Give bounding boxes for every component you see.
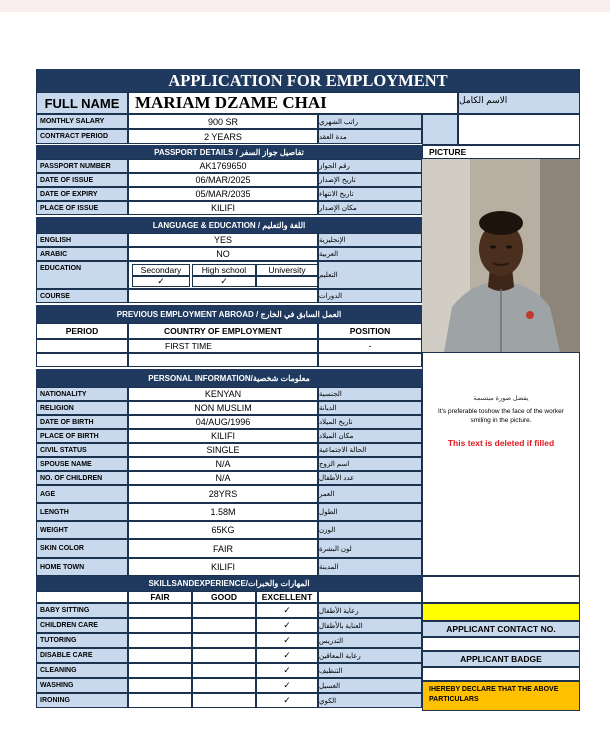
skill-good-0 <box>192 603 256 618</box>
personal-row-1-label: RELIGION <box>36 401 128 415</box>
personal-row-0-label: NATIONALITY <box>36 387 128 401</box>
skill-fair-0 <box>128 603 192 618</box>
personal-row-10-label: SKIN COLOR <box>36 539 128 558</box>
passport-row-3-value: KILIFI <box>128 201 318 215</box>
personal-row-9-label: WEIGHT <box>36 521 128 539</box>
language-header: LANGUAGE & EDUCATION / اللغة والتعليم <box>36 217 422 233</box>
skill-arabic-0: رعاية الأطفال <box>318 603 422 618</box>
skill-fair-6 <box>128 693 192 708</box>
skills-col-arabic <box>318 591 422 603</box>
applicant-badge: APPLICANT BADGE <box>422 651 580 667</box>
top-strip <box>0 0 610 12</box>
personal-row-6-label: NO. OF CHILDREN <box>36 471 128 485</box>
previous-period-0 <box>36 339 128 353</box>
declaration: IHEREBY DECLARE THAT THE ABOVE PARTICULARS <box>422 681 580 711</box>
personal-row-0-arabic: الجنسية <box>318 387 422 401</box>
skill-label-5: WASHING <box>36 678 128 693</box>
education-level-2: University <box>256 264 318 276</box>
top-row-0-value: 900 SR <box>128 114 318 129</box>
personal-row-11-arabic: المدينة <box>318 558 422 576</box>
education-label: EDUCATION <box>36 261 128 289</box>
education-arabic: التعليم <box>318 261 422 289</box>
photo-eye-right <box>506 245 512 248</box>
skill-excellent-3: ✓ <box>256 648 318 663</box>
skill-arabic-2: التدريس <box>318 633 422 648</box>
course-arabic: الدورات <box>318 289 422 303</box>
form-title: APPLICATION FOR EMPLOYMENT <box>36 69 580 92</box>
skill-good-3 <box>192 648 256 663</box>
photo-logo <box>526 311 534 319</box>
passport-row-2-label: DATE OF EXPIRY <box>36 187 128 201</box>
skill-arabic-6: الكوي <box>318 693 422 708</box>
language-row-0-value: YES <box>128 233 318 247</box>
personal-row-7-label: AGE <box>36 485 128 503</box>
personal-row-2-arabic: تاريخ الميلاد <box>318 415 422 429</box>
skill-label-4: CLEANING <box>36 663 128 678</box>
personal-row-4-label: CIVIL STATUS <box>36 443 128 457</box>
position-column: POSITION <box>318 323 422 339</box>
photo-hair <box>479 211 523 235</box>
badge-value <box>422 667 580 681</box>
skill-excellent-0: ✓ <box>256 603 318 618</box>
education-mark-2 <box>256 276 318 287</box>
skill-fair-4 <box>128 663 192 678</box>
notes-arabic: يفضل صورة مبتسمة <box>473 395 529 402</box>
personal-row-10-value: FAIR <box>128 539 318 558</box>
right-panel-yellow <box>422 603 580 621</box>
education-level-0: Secondary <box>132 264 190 276</box>
skill-excellent-2: ✓ <box>256 633 318 648</box>
personal-row-1-value: NON MUSLIM <box>128 401 318 415</box>
personal-row-8-label: LENGTH <box>36 503 128 521</box>
personal-row-4-value: SINGLE <box>128 443 318 457</box>
notes-deleted: This text is deleted if filled <box>447 438 555 448</box>
period-column: PERIOD <box>36 323 128 339</box>
top-row-1-label: CONTRACT PERIOD <box>36 129 128 144</box>
personal-row-2-label: DATE OF BIRTH <box>36 415 128 429</box>
passport-row-0-value: AK1769650 <box>128 159 318 173</box>
skill-good-1 <box>192 618 256 633</box>
skill-label-0: BABY SITTING <box>36 603 128 618</box>
top-row-1-arabic: مدة العقد <box>318 129 422 144</box>
personal-row-3-value: KILIFI <box>128 429 318 443</box>
applicant-photo <box>422 159 580 352</box>
previous-header: PREVIOUS EMPLOYMENT ABROAD / العمل السابق في الخارج <box>36 305 422 323</box>
right-panel-blank <box>422 576 580 603</box>
personal-row-9-value: 65KG <box>128 521 318 539</box>
personal-row-0-value: KENYAN <box>128 387 318 401</box>
personal-row-6-arabic: عدد الأطفال <box>318 471 422 485</box>
personal-row-7-arabic: العمر <box>318 485 422 503</box>
language-row-1-value: NO <box>128 247 318 261</box>
skill-arabic-3: رعاية المعاقين <box>318 648 422 663</box>
personal-row-2-value: 04/AUG/1996 <box>128 415 318 429</box>
full-name-value: MARIAM DZAME CHAI <box>128 92 458 114</box>
full-name-arabic: الاسم الكامل <box>458 92 580 114</box>
personal-row-11-value: KILIFI <box>128 558 318 576</box>
skill-good-2 <box>192 633 256 648</box>
personal-row-11-label: HOME TOWN <box>36 558 128 576</box>
skill-fair-1 <box>128 618 192 633</box>
personal-row-3-arabic: مكان الميلاد <box>318 429 422 443</box>
personal-row-5-arabic: اسم الزوج <box>318 457 422 471</box>
personal-row-8-value: 1.58M <box>128 503 318 521</box>
personal-row-5-value: N/A <box>128 457 318 471</box>
skill-good-4 <box>192 663 256 678</box>
skill-label-2: TUTORING <box>36 633 128 648</box>
top-row-1-value: 2 YEARS <box>128 129 318 144</box>
personal-row-8-arabic: الطول <box>318 503 422 521</box>
language-row-1-arabic: العربية <box>318 247 422 261</box>
education-level-1: High school <box>192 264 256 276</box>
passport-row-3-label: PLACE OF ISSUE <box>36 201 128 215</box>
country-column: COUNTRY OF EMPLOYMENT <box>128 323 318 339</box>
language-row-1-label: ARABIC <box>36 247 128 261</box>
passport-row-0-label: PASSPORT NUMBER <box>36 159 128 173</box>
education-mark-0: ✓ <box>132 276 190 287</box>
previous-position-1 <box>318 353 422 367</box>
picture-label: PICTURE <box>422 145 580 159</box>
personal-row-1-arabic: الديانة <box>318 401 422 415</box>
photo-eye-left <box>490 245 496 248</box>
personal-row-9-arabic: الوزن <box>318 521 422 539</box>
skill-excellent-4: ✓ <box>256 663 318 678</box>
skills-corner <box>36 591 128 603</box>
full-name-label: FULL NAME <box>36 92 128 114</box>
course-label: COURSE <box>36 289 128 303</box>
passport-header: PASSPORT DETAILS / تفاصيل جواز السفر <box>36 145 422 159</box>
skill-good-5 <box>192 678 256 693</box>
right-top-filler <box>422 114 458 145</box>
personal-header: PERSONAL INFORMATION/معلومات شخصية <box>36 369 422 387</box>
skills-col-excellent: EXCELLENT <box>256 591 318 603</box>
language-row-0-label: ENGLISH <box>36 233 128 247</box>
skill-arabic-4: التنظيف <box>318 663 422 678</box>
passport-row-3-arabic: مكان الإصدار <box>318 201 422 215</box>
education-mark-1: ✓ <box>192 276 256 287</box>
skills-header: SKILLSANDEXPERIENCE/المهارات والخبرات <box>36 576 422 591</box>
application-form <box>36 69 580 711</box>
skill-excellent-6: ✓ <box>256 693 318 708</box>
personal-row-7-value: 28YRS <box>128 485 318 503</box>
personal-row-4-arabic: الحالة الاجتماعية <box>318 443 422 457</box>
skill-excellent-5: ✓ <box>256 678 318 693</box>
skills-col-good: GOOD <box>192 591 256 603</box>
passport-row-1-arabic: تاريخ الإصدار <box>318 173 422 187</box>
previous-country-1 <box>128 353 318 367</box>
personal-row-5-label: SPOUSE NAME <box>36 457 128 471</box>
passport-row-2-value: 05/MAR/2035 <box>128 187 318 201</box>
top-row-0-label: MONTHLY SALARY <box>36 114 128 129</box>
right-top-blank <box>458 114 580 145</box>
course-value <box>128 289 318 303</box>
passport-row-2-arabic: تاريخ الانتهاء <box>318 187 422 201</box>
contact-value <box>422 637 580 651</box>
skills-col-fair: FAIR <box>128 591 192 603</box>
skill-label-6: IRONING <box>36 693 128 708</box>
skill-arabic-5: الغسيل <box>318 678 422 693</box>
personal-row-10-arabic: لون البشرة <box>318 539 422 558</box>
skill-label-1: CHILDREN CARE <box>36 618 128 633</box>
top-row-0-arabic: راتب الشهري <box>318 114 422 129</box>
passport-row-0-arabic: رقم الجواز <box>318 159 422 173</box>
personal-row-3-label: PLACE OF BIRTH <box>36 429 128 443</box>
language-row-0-arabic: الإنجليزية <box>318 233 422 247</box>
passport-row-1-value: 06/MAR/2025 <box>128 173 318 187</box>
skill-label-3: DISABLE CARE <box>36 648 128 663</box>
previous-position-0: - <box>318 339 422 353</box>
skill-arabic-1: العناية بالأطفال <box>318 618 422 633</box>
previous-period-1 <box>36 353 128 367</box>
passport-row-1-label: DATE OF ISSUE <box>36 173 128 187</box>
skill-fair-3 <box>128 648 192 663</box>
personal-row-6-value: N/A <box>128 471 318 485</box>
skill-fair-5 <box>128 678 192 693</box>
skill-excellent-1: ✓ <box>256 618 318 633</box>
notes-box <box>422 352 580 576</box>
previous-country-0: FIRST TIME <box>128 339 318 353</box>
applicant-contact: APPLICANT CONTACT NO. <box>422 621 580 637</box>
skill-fair-2 <box>128 633 192 648</box>
skill-good-6 <box>192 693 256 708</box>
notes-preference: It's preferable toshow the face of the worker smiling in the picture. <box>438 408 564 424</box>
